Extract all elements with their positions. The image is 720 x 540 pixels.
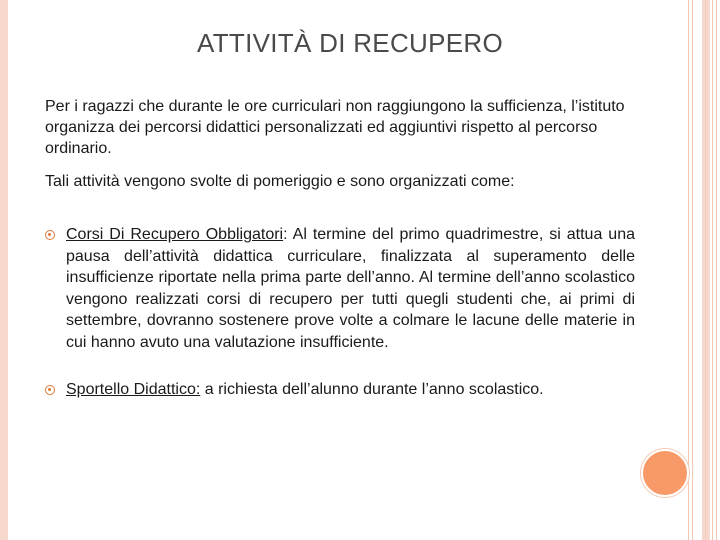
intro-paragraph: Per i ragazzi che durante le ore curriculari non raggiungono la sufficienza, l’istituto organizza dei percorsi didattici personalizzati ed aggiuntivi rispetto al percorso ordinario. <box>45 98 625 157</box>
intro-paragraph-2: Tali attività vengono svolte di pomeriggio e sono organizzati come: <box>45 173 515 190</box>
item-term: Corsi Di Recupero Obbligatori <box>66 226 284 243</box>
activity-list <box>45 224 635 401</box>
list-item <box>45 224 635 353</box>
bullet-icon <box>45 385 55 395</box>
item-description: Al termine del primo quadrimestre, si attua una pausa dell’attività didattica curriculare, finalizzata al superamento delle insufficienze riportate nella prima parte dell’anno. Al termine dell’anno scolastico vengono realizzati corsi di recupero per tutti quegli studenti che, ai primi di settembre, dovranno sostenere prove volte a colmare le lacune delle materie in cui hanno avuto una valutazione insufficiente. <box>66 226 636 351</box>
decorative-circle-icon <box>641 449 689 497</box>
slide-title: ATTIVITÀ DI RECUPERO <box>197 28 503 58</box>
list-item <box>45 379 635 401</box>
decorative-rail <box>716 0 717 540</box>
item-term: Sportello Didattico: <box>66 381 201 398</box>
bullet-icon <box>45 230 55 240</box>
item-description: a richiesta dell’alunno durante l’anno scolastico. <box>200 381 544 398</box>
decorative-rail <box>688 0 689 540</box>
decorative-rail <box>712 0 713 540</box>
decorative-rail <box>692 0 693 540</box>
item-separator: : <box>283 226 288 243</box>
